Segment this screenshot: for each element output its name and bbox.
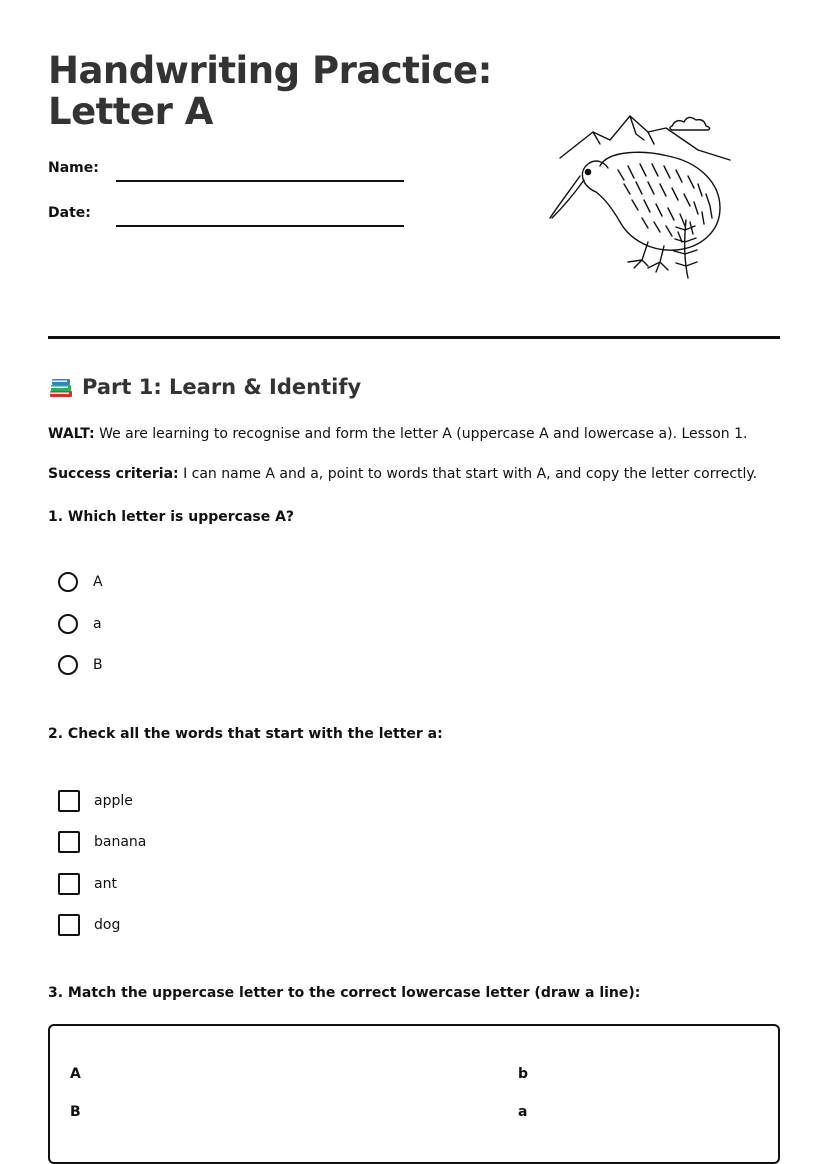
q2-option-4-label: dog (94, 917, 121, 933)
success-criteria-paragraph (48, 465, 757, 483)
section-divider (48, 336, 780, 339)
part-1-heading (48, 374, 361, 400)
q1-option-1-label: A (93, 574, 103, 590)
question-1: 1. Which letter is uppercase A? (48, 509, 295, 525)
kiwi-bird-illustration (548, 110, 738, 280)
date-label: Date: (48, 205, 91, 221)
checkbox[interactable] (58, 790, 80, 812)
date-field[interactable] (116, 225, 404, 227)
success-criteria-text: I can name A and a, point to words that start with A, and copy the letter correctly. (178, 466, 758, 482)
q1-option-2-label: a (93, 616, 102, 632)
q2-option-4[interactable] (58, 914, 120, 936)
name-label: Name: (48, 160, 99, 176)
radio-button[interactable] (58, 572, 78, 592)
match-left-1[interactable]: A (70, 1066, 81, 1082)
question-3: 3. Match the uppercase letter to the correct lowercase letter (draw a line): (48, 985, 641, 1001)
match-left-2[interactable]: B (70, 1104, 81, 1120)
q2-option-1[interactable] (58, 790, 133, 812)
name-field[interactable] (116, 180, 404, 182)
walt-text: We are learning to recognise and form the letter A (uppercase A and lowercase a). Lesson 1. (94, 426, 748, 442)
q1-option-1[interactable] (58, 572, 103, 592)
success-criteria-label: Success criteria: (48, 466, 179, 482)
q1-option-2[interactable] (58, 614, 102, 634)
title-line-2: Letter A (48, 90, 213, 133)
walt-paragraph (48, 425, 747, 443)
title-line-1: Handwriting Practice: (48, 49, 492, 92)
checkbox[interactable] (58, 873, 80, 895)
matching-area[interactable] (48, 1024, 780, 1164)
walt-label: WALT: (48, 426, 95, 442)
q2-option-3-label: ant (94, 876, 117, 892)
radio-button[interactable] (58, 655, 78, 675)
match-right-1[interactable]: b (518, 1066, 529, 1082)
match-right-2[interactable]: a (518, 1104, 528, 1120)
q2-option-1-label: apple (94, 793, 133, 809)
radio-button[interactable] (58, 614, 78, 634)
q1-option-3[interactable] (58, 655, 103, 675)
question-2: 2. Check all the words that start with the letter a: (48, 726, 443, 742)
checkbox[interactable] (58, 831, 80, 853)
worksheet-title (48, 50, 492, 132)
q2-option-2[interactable] (58, 831, 146, 853)
q2-option-2-label: banana (94, 834, 147, 850)
books-icon (48, 374, 74, 400)
part-1-title: Part 1: Learn & Identify (82, 375, 362, 399)
checkbox[interactable] (58, 914, 80, 936)
q1-option-3-label: B (93, 657, 103, 673)
q2-option-3[interactable] (58, 873, 117, 895)
